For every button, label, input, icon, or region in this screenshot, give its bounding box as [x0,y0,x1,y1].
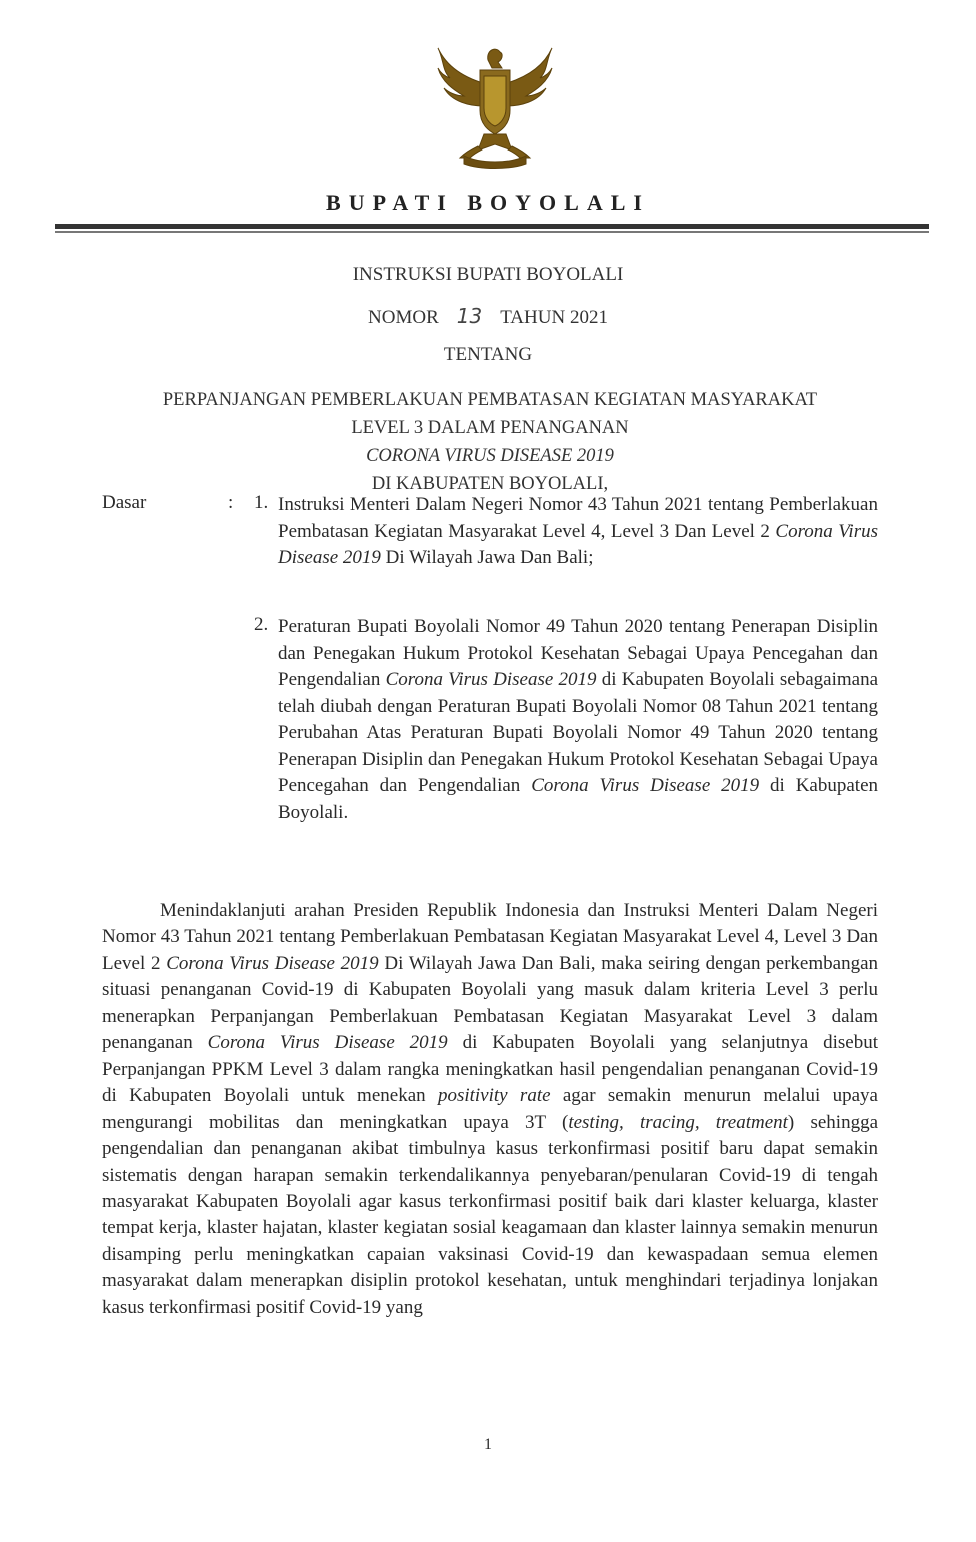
dasar-item-number: 2. [254,614,269,635]
body-paragraph: Menindaklanjuti arahan Presiden Republik Indonesia dan Instruksi Menteri Dalam Negeri Nomor 43 Tahun 2021 tentang Pemberlakuan Pembatasan Kegiatan Masyarakat Level 4, Level 3 Dan Level 2 Corona Virus Disease 2019 Di Wilayah Jawa Dan Bali, maka seiring dengan perkembangan situasi penanganan Covid-19 di Kabupaten Boyolali yang masuk dalam kriteria Level 3 perlu menerapkan Perpanjangan Pemberlakuan Pembatasan Kegiatan Masyarakat Level 3 dalam penanganan Corona Virus Disease 2019 di Kabupaten Boyolali yang selanjutnya disebut Perpanjangan PPKM Level 3 dalam rangka meningkatkan hasil pengendalian penanganan Covid-19 di Kabupaten Boyolali untuk menekan positivity rate agar semakin menurun melalui upaya mengurangi mobilitas dan meningkatkan upaya 3T (testing, tracing, treatment) sehingga pengendalian dan penanganan akibat timbulnya kasus terkonfirmasi positif baru dapat semakin sistematis dengan harapan semakin terkendalikannya penyebaran/penularan Covid-19 di tengah masyarakat Kabupaten Boyolali agar kasus terkonfirmasi positif baik dari klaster keluarga, klaster tempat kerja, klaster hajatan, klaster kegiatan sosial keagamaan dan klaster lainnya semakin menurun disamping perlu meningkatkan capaian vaksinasi Covid-19 dan kewaspadaan semua elemen masyarakat dalam menerapkan disiplin protokol kesehatan, untuk menghindari terjadinya lonjakan kasus terkonfirmasi positif Covid-19 yang [102,900,879,1318]
document-subject [80,386,900,498]
document-type: INSTRUKSI BUPATI BOYOLALI [352,264,624,285]
handwritten-number: 13 [456,304,483,328]
page-number: 1 [484,1436,492,1453]
dasar-item: Peraturan Bupati Boyolali Nomor 49 Tahun 2020 tentang Penerapan Disiplin dan Penegakan Hukum Protokol Kesehatan Sebagai Upaya Pencegahan dan Pengendalian Corona Virus Disease 2019 di Kabupaten Boyolali sebagaimana telah diubah dengan Peraturan Bupati Boyolali Nomor 08 Tahun 2021 tentang Perubahan Atas Peraturan Bupati Boyolali Nomor 49 Tahun 2020 tentang Penerapan Disiplin dan Penegakan Hukum Protokol Kesehatan Sebagai Upaya Pencegahan dan Pengendalian Corona Virus Disease 2019 di Kabupaten Boyolali. [278,616,879,823]
number-year: TAHUN 2021 [500,307,608,328]
dasar-colon: : [228,492,234,513]
document-number [0,304,976,329]
header-rule-thick [55,224,929,229]
dasar-item: Instruksi Menteri Dalam Negeri Nomor 43 Tahun 2021 tentang Pemberlakuan Pembatasan Kegiatan Masyarakat Level 4, Level 3 Dan Level 2 Corona Virus Disease 2019 Di Wilayah Jawa Dan Bali; [278,494,878,568]
document-about: TENTANG [443,344,533,365]
garuda-emblem-icon [430,40,560,170]
dasar-item-number: 1. [254,492,269,513]
subject-line-3: DI KABUPATEN BOYOLALI, [371,474,609,494]
header-rule-thin [55,231,929,233]
subject-line-1: PERPANJANGAN PEMBERLAKUAN PEMBATASAN KEGIATAN MASYARAKAT [162,390,818,410]
dasar-label: Dasar [102,492,147,513]
subject-line-2: LEVEL 3 DALAM PENANGANAN CORONA VIRUS DISEASE 2019 [351,418,629,466]
office-title: BUPATI BOYOLALI [326,190,650,215]
number-prefix: NOMOR [368,307,439,328]
